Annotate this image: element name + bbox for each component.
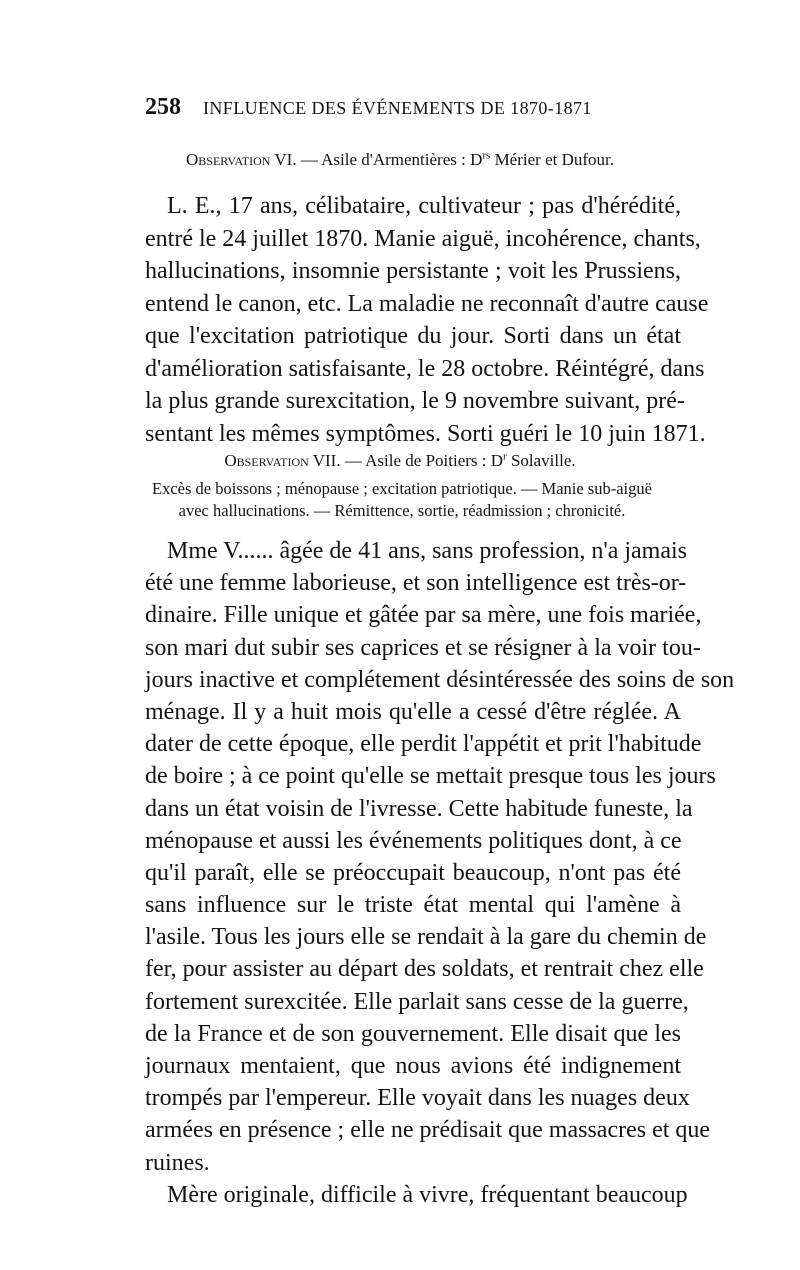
running-title: INFLUENCE DES ÉVÉNEMENTS DE 1870-1871: [203, 98, 592, 118]
text-line: fer, pour assister au départ des soldats, et rentrait chez elle: [145, 956, 704, 983]
text-line: la plus grande surexcitation, le 9 novembre suivant, pré-: [145, 388, 685, 414]
observation-7-source: — Asile de Poitiers : D: [340, 451, 504, 470]
page-number: 258: [145, 94, 181, 120]
text-line: ménopause et aussi les événements politiques dont, à ce: [145, 827, 682, 854]
observation-6-label: Observation VI.: [186, 150, 297, 169]
text-line: que l'excitation patriotique du jour. Sorti dans un état: [145, 323, 681, 349]
observation-7-text: [145, 535, 735, 1211]
observation-6-doctors: Mérier et Dufour.: [490, 150, 614, 169]
text-line: sans influence sur le triste état mental qui l'amène à: [145, 892, 681, 919]
text-line: dans un état voisin de l'ivresse. Cette habitude funeste, la: [145, 795, 693, 822]
text-line: hallucinations, insomnie persistante ; voit les Prussiens,: [145, 258, 681, 284]
text-line: armées en présence ; elle ne prédisait que massacres et que: [145, 1117, 711, 1144]
text-line: dinaire. Fille unique et gâtée par sa mère, une fois mariée,: [145, 602, 702, 629]
text-line: entré le 24 juillet 1870. Manie aiguë, incohérence, chants,: [145, 225, 701, 252]
text-line: Mme V...... âgée de 41 ans, sans profession, n'a jamais: [167, 538, 688, 564]
text-line: L. E., 17 ans, célibataire, cultivateur ; pas d'hérédité,: [167, 193, 681, 219]
observation-7-sup: r: [503, 450, 507, 463]
observation-6-sup: rs: [482, 149, 491, 162]
text-line: qu'il paraît, elle se préoccupait beaucoup, n'ont pas été: [145, 859, 681, 886]
observation-6-heading: [0, 150, 800, 170]
text-line: fortement surexcitée. Elle parlait sans cesse de la guerre,: [145, 988, 689, 1015]
text-line: l'asile. Tous les jours elle se rendait à la gare du chemin de: [145, 924, 707, 951]
summary-line: avec hallucinations. — Rémittence, sortie, réadmission ; chronicité.: [178, 501, 626, 520]
text-line: son mari dut subir ses caprices et se résigner à la voir tou-: [145, 634, 701, 661]
text-line: Mère originale, difficile à vivre, fréquentant beaucoup: [167, 1181, 688, 1208]
text-line: entend le canon, etc. La maladie ne reconnaît d'autre cause: [145, 290, 709, 317]
text-line: trompés par l'empereur. Elle voyait dans les nuages deux: [145, 1085, 690, 1112]
observation-7-summary: [122, 478, 682, 522]
observation-7-doctor: Solaville.: [506, 451, 576, 470]
text-line: ruines.: [145, 1149, 210, 1176]
text-line: de la France et de son gouvernement. Elle disait que les: [145, 1020, 681, 1047]
observation-6-text: [145, 190, 709, 450]
text-line: dater de cette époque, elle perdit l'appétit et prit l'habitude: [145, 731, 702, 758]
text-line: ménage. Il y a huit mois qu'elle a cessé d'être réglée. A: [145, 698, 681, 725]
text-line: été une femme laborieuse, et son intelligence est très-or-: [145, 570, 687, 597]
observation-6-source: — Asile d'Armentières : D: [296, 150, 483, 169]
summary-line: Excès de boissons ; ménopause ; excitation patriotique. — Manie sub-aiguë: [152, 479, 652, 498]
observation-7-heading: [0, 451, 800, 471]
observation-7-label: Observation VII.: [224, 451, 341, 470]
page-header: [145, 94, 685, 128]
text-line: d'amélioration satisfaisante, le 28 octobre. Réintégré, dans: [145, 355, 705, 382]
text-line: journaux mentaient, que nous avions été indignement: [145, 1053, 681, 1079]
text-line: jours inactive et complétement désintéressée des soins de son: [145, 666, 735, 693]
text-line: sentant les mêmes symptômes. Sorti guéri le 10 juin 1871.: [145, 420, 706, 447]
text-line: de boire ; à ce point qu'elle se mettait presque tous les jours: [145, 763, 716, 790]
